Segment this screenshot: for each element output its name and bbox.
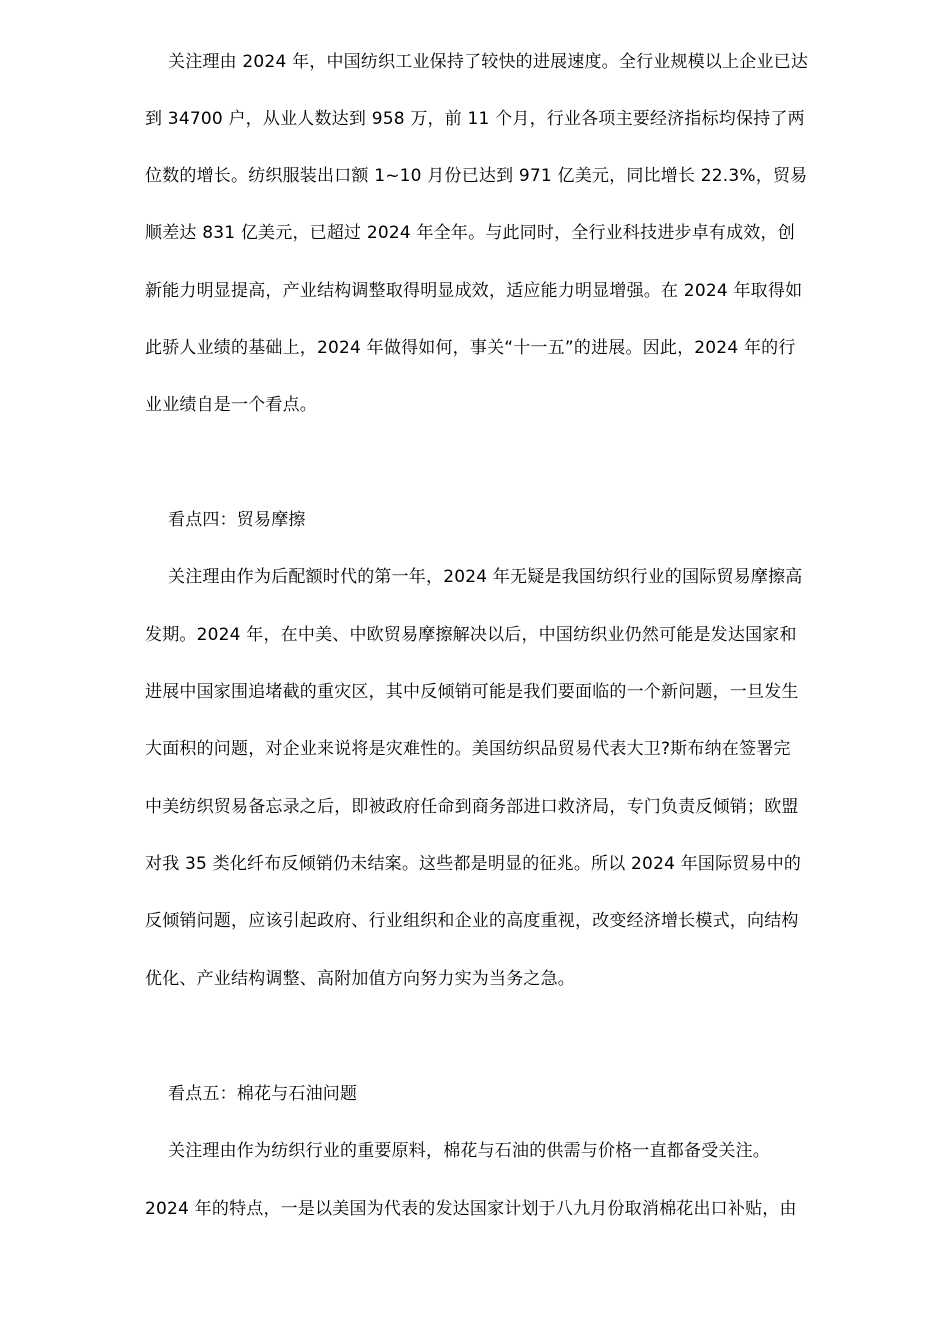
paragraph-1-line-1: 关注理由 2024 年，中国纺织工业保持了较快的进展速度。全行业规模以上企业已达: [168, 52, 809, 72]
paragraph-1-line-5: 新能力明显提高，产业结构调整取得明显成效，适应能力明显增强。在 2024 年取得如: [145, 281, 803, 301]
paragraph-2-line-7: 反倾销问题，应该引起政府、行业组织和企业的高度重视，改变经济增长模式，向结构: [145, 911, 799, 931]
paragraph-2-line-4: 大面积的问题，对企业来说将是灾难性的。美国纺织品贸易代表大卫?斯布纳在签署完: [145, 739, 791, 759]
section-heading-4: 看点四：贸易摩擦: [168, 510, 306, 530]
section-heading-5: 看点五：棉花与石油问题: [168, 1084, 358, 1104]
paragraph-1-line-6: 此骄人业绩的基础上，2024 年做得如何，事关“十一五”的进展。因此，2024 年的行: [145, 338, 796, 358]
paragraph-1-line-2: 到 34700 户，从业人数达到 958 万，前 11 个月，行业各项主要经济指标均保持了两: [145, 109, 805, 129]
paragraph-2-line-3: 进展中国家围追堵截的重灾区，其中反倾销可能是我们要面临的一个新问题，一旦发生: [145, 682, 799, 702]
paragraph-2-line-6: 对我 35 类化纤布反倾销仍未结案。这些都是明显的征兆。所以 2024 年国际贸易中的: [145, 854, 802, 874]
paragraph-2-line-5: 中美纺织贸易备忘录之后，即被政府任命到商务部进口救济局，专门负责反倾销；欧盟: [145, 797, 799, 817]
paragraph-2-line-2: 发期。2024 年，在中美、中欧贸易摩擦解决以后，中国纺织业仍然可能是发达国家和: [145, 625, 797, 645]
paragraph-2-line-1: 关注理由作为后配额时代的第一年，2024 年无疑是我国纺织行业的国际贸易摩擦高: [168, 567, 803, 587]
paragraph-2-line-8: 优化、产业结构调整、高附加值方向努力实为当务之急。: [145, 969, 575, 989]
paragraph-3-line-2: 2024 年的特点，一是以美国为代表的发达国家计划于八九月份取消棉花出口补贴，由: [145, 1199, 797, 1219]
paragraph-1-line-7: 业业绩自是一个看点。: [145, 395, 317, 415]
paragraph-3-line-1: 关注理由作为纺织行业的重要原料，棉花与石油的供需与价格一直都备受关注。: [168, 1141, 770, 1161]
paragraph-1-line-4: 顺差达 831 亿美元，已超过 2024 年全年。与此同时，全行业科技进步卓有成效，创: [145, 223, 795, 243]
paragraph-1-line-3: 位数的增长。纺织服装出口额 1~10 月份已达到 971 亿美元，同比增长 22.3%，贸易: [145, 166, 808, 186]
